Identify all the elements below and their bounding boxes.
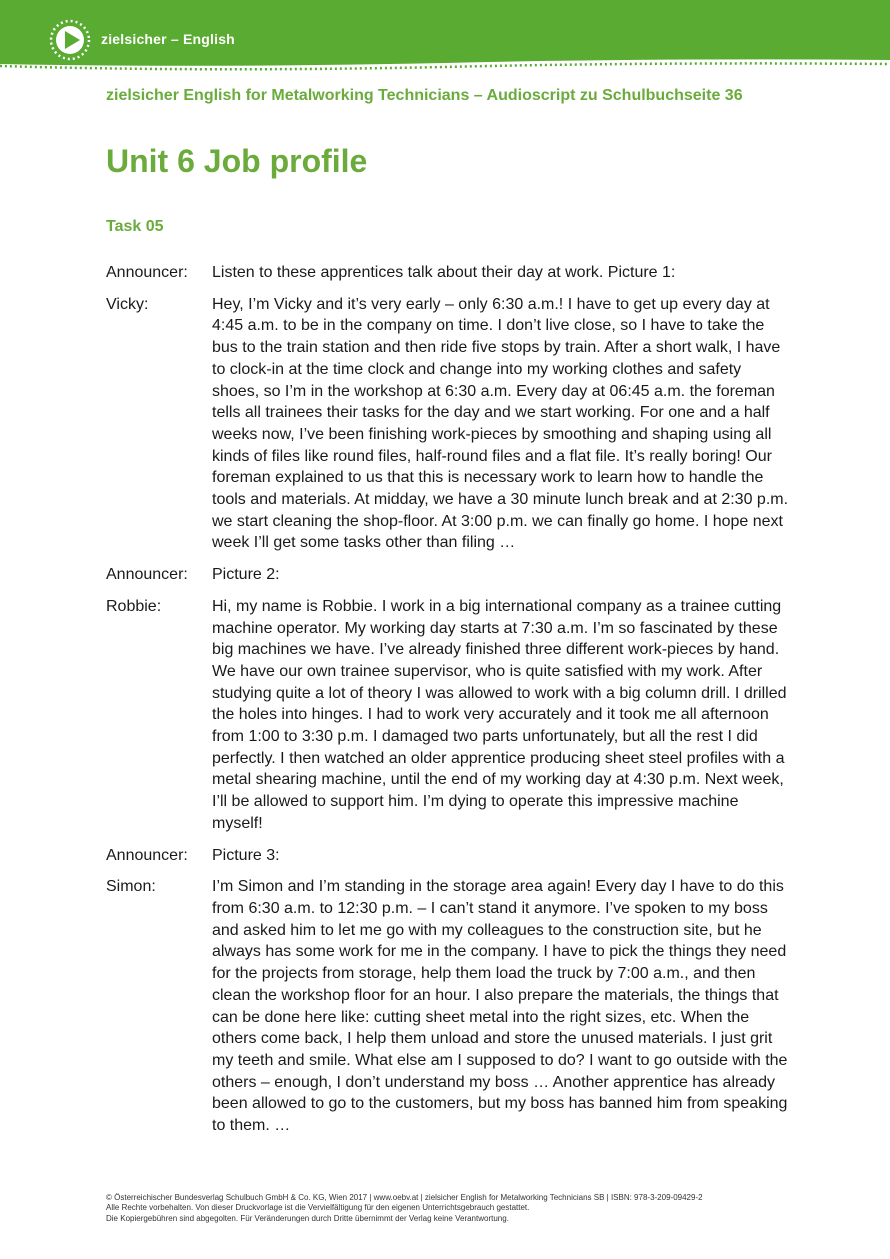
speaker-label: Vicky: bbox=[106, 295, 149, 313]
speech-text: Picture 3: bbox=[212, 846, 280, 864]
speaker-label: Robbie: bbox=[106, 597, 162, 615]
script-entry bbox=[106, 845, 796, 867]
speech-text: I’m Simon and I’m standing in the storage area again! Every day I have to do this from 6:30 a.m. to 12:30 p.m. – I can’t stand it anymore. I’ve spoken to my boss and asked him to let me go with my colleagues to the construction site, but he always has some work for me in the company. I have to pick the things they need for the projects from storage, help them load the truck by 7:00 a.m., and then clean the workshop floor for an hour. I also prepare the materials, the things that can be done here like: cutting sheet metal into the right sizes, etc. When the others come back, I help them unload and store the unused materials. I just grit my teeth and smile. What else am I supposed to do? I want to go outside with the others – enough, I don’t understand my boss … Another apprentice has already been allowed to go to the customers, but my boss has banned him from speaking to them. … bbox=[212, 878, 788, 1135]
speech-text: Hey, I’m Vicky and it’s very early – only 6:30 a.m.! I have to get up every day at 4:45 a.m. to be in the company on time. I don’t live close, so I have to take the bus to the train station and then ride five stops by train. After a short walk, I have to clock-in at the time clock and change into my working clothes and safety shoes, so I’m in the workshop at 6:30 a.m. Every day at 06:45 a.m. the foreman tells all trainees their tasks for the day and we start working. For one and a half weeks now, I’ve been finishing work-pieces by smoothing and shaping using all kinds of files like round files, half-round files and a flat file. It’s really boring! Our foreman explained to us that this is necessary work to learn how to handle the tools and materials. At midday, we have a 30 minute lunch break and at 2:30 p.m. we start cleaning the shop-floor. At 3:00 p.m. we can finally go home. I hope next week I’ll get some tasks other than filing … bbox=[212, 295, 789, 552]
script-entry bbox=[106, 564, 796, 586]
footer-line: © Österreichischer Bundesverlag Schulbuch GmbH & Co. KG, Wien 2017 | www.oebv.at | zielsicher English for Metalworking Technicians SB | ISBN: 978-3-209-09429-2 bbox=[106, 1193, 703, 1202]
speaker-label: Announcer: bbox=[106, 264, 188, 281]
script-entry bbox=[106, 294, 796, 554]
document-subtitle: zielsicher English for Metalworking Technicians – Audioscript zu Schulbuchseite 36 bbox=[106, 87, 743, 104]
copyright-footer bbox=[106, 1193, 703, 1224]
speaker-label: Announcer: bbox=[106, 566, 188, 584]
script-entry bbox=[106, 876, 796, 1136]
task-heading: Task 05 bbox=[106, 218, 164, 235]
speech-text: Picture 2: bbox=[212, 566, 280, 584]
brand-name: zielsicher – English bbox=[101, 31, 235, 47]
speaker-label: Announcer: bbox=[106, 846, 188, 864]
script-entry bbox=[106, 262, 796, 284]
speech-text: Hi, my name is Robbie. I work in a big international company as a trainee cutting machine operator. My working day starts at 7:30 a.m. I’m so fascinated by these big machines we have. I’ve already finished three different work-pieces by hand. We have our own trainee supervisor, who is quite satisfied with my work. After studying quite a lot of theory I was allowed to work with a big column drill. I drilled the holes into hinges. I had to work very accurately and it took me all afternoon from 1:00 to 3:30 p.m. I damaged two parts unfortunately, but all the rest I did perfectly. I then watched an older apprentice producing sheet steel profiles with a metal shearing machine, until the end of my working day at 4:30 p.m. Next week, I’ll be allowed to support him. I’m dying to operate this impressive machine myself! bbox=[212, 597, 787, 832]
speaker-label: Simon: bbox=[106, 878, 156, 896]
audioscript bbox=[106, 262, 796, 1147]
speech-text: Listen to these apprentices talk about their day at work. Picture 1: bbox=[212, 264, 676, 281]
page-title: Unit 6 Job profile bbox=[106, 143, 368, 179]
footer-line: Die Kopiergebühren sind abgegolten. Für Veränderungen durch Dritte übernimmt der Verlag keine Verantwortung. bbox=[106, 1213, 509, 1223]
footer-line: Alle Rechte vorbehalten. Von dieser Druckvorlage ist die Vervielfältigung für den eigenen Unterrichtsgebrauch gestattet. bbox=[106, 1203, 530, 1213]
script-entry bbox=[106, 596, 796, 835]
